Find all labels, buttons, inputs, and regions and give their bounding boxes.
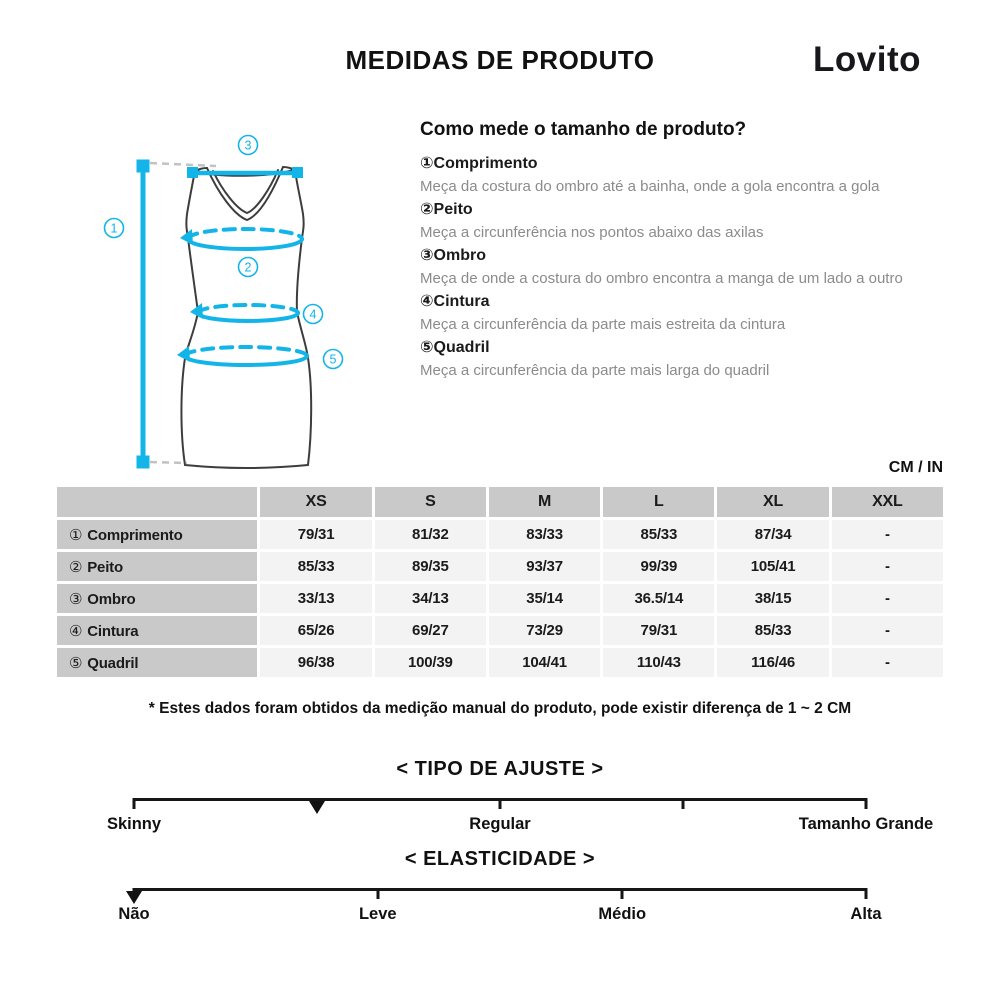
cell: 99/39: [603, 552, 714, 581]
cell: 34/13: [375, 584, 486, 613]
item-label: Quadril: [433, 339, 490, 356]
fit-type-title: < TIPO DE AJUSTE >: [396, 758, 604, 780]
size-table-container: [54, 484, 946, 680]
cell: 85/33: [260, 552, 371, 581]
col-header-xxl: XXL: [832, 487, 943, 517]
item-num: ④: [420, 293, 434, 310]
table-row-ombro: [57, 584, 943, 613]
cell: 104/41: [489, 648, 600, 677]
cell: 85/33: [603, 520, 714, 549]
cell: -: [832, 520, 943, 549]
cell: 81/32: [375, 520, 486, 549]
item-label: Ombro: [433, 247, 486, 264]
row-label-text: Cintura: [87, 622, 139, 640]
item-num: ⑤: [420, 339, 434, 356]
cell: 36.5/14: [603, 584, 714, 613]
table-row-peito: [57, 552, 943, 581]
elasticity-title: < ELASTICIDADE >: [404, 848, 596, 870]
cell: 35/14: [489, 584, 600, 613]
cell: -: [832, 648, 943, 677]
cell: 110/43: [603, 648, 714, 677]
item-desc: Meça a circunferência da parte mais larga do quadril: [420, 362, 770, 379]
unit-label: CM / IN: [888, 459, 943, 476]
col-header-l: L: [603, 487, 714, 517]
guide-item-peito: [420, 198, 912, 244]
guide-item-quadril: [420, 336, 912, 382]
tick-leve: [376, 888, 379, 899]
cell: -: [832, 552, 943, 581]
row-num: ④: [69, 622, 83, 640]
elasticity-marker-icon: [126, 891, 142, 904]
tick-medio: [621, 888, 624, 899]
row-num: ⑤: [69, 654, 83, 672]
measurement-disclaimer: * Estes dados foram obtidos da medição manual do produto, pode existir diferença de 1 ~ 2 CM: [148, 700, 852, 717]
label-skinny: Skinny: [106, 815, 162, 833]
item-desc: Meça de onde a costura do ombro encontra a manga de um lado a outro: [420, 270, 903, 287]
cell: 96/38: [260, 648, 371, 677]
col-header-s: S: [375, 487, 486, 517]
cell: -: [832, 616, 943, 645]
table-row-quadril: [57, 648, 943, 677]
measure-length-line: [137, 160, 150, 469]
cell: 33/13: [260, 584, 371, 613]
tick-middle: [499, 798, 502, 809]
cell: 87/34: [717, 520, 828, 549]
guide-item-cintura: [420, 290, 912, 336]
elasticity-slider: [118, 888, 882, 930]
label-medio: Médio: [598, 905, 647, 923]
row-label-text: Quadril: [87, 654, 139, 672]
label-regular: Regular: [469, 815, 531, 833]
fit-type-marker-icon: [309, 801, 325, 814]
cell: 83/33: [489, 520, 600, 549]
badge-2: 2: [244, 260, 252, 275]
item-label: Cintura: [433, 293, 490, 310]
label-nao: Não: [118, 905, 150, 923]
cell: 38/15: [717, 584, 828, 613]
col-header-xl: XL: [717, 487, 828, 517]
cell: 79/31: [603, 616, 714, 645]
row-num: ③: [69, 590, 83, 608]
cell: 89/35: [375, 552, 486, 581]
connector-dashes: [150, 163, 216, 463]
table-corner-cell: [57, 487, 257, 517]
cell: 116/46: [717, 648, 828, 677]
badge-5: 5: [329, 352, 337, 367]
tick-start: [133, 798, 136, 809]
dress-measurement-diagram: [90, 130, 360, 480]
cell: 105/41: [717, 552, 828, 581]
row-num: ②: [69, 558, 83, 576]
tick-end: [865, 888, 868, 899]
col-header-m: M: [489, 487, 600, 517]
cell: 73/29: [489, 616, 600, 645]
item-num: ③: [420, 247, 434, 264]
label-tamanho-grande: Tamanho Grande: [798, 815, 934, 833]
cell: 69/27: [375, 616, 486, 645]
page-title: MEDIDAS DE PRODUTO: [345, 45, 655, 75]
guide-item-ombro: [420, 244, 912, 290]
item-desc: Meça a circunferência nos pontos abaixo das axilas: [420, 224, 764, 241]
row-label-text: Ombro: [87, 590, 136, 608]
col-header-xs: XS: [260, 487, 371, 517]
guide-heading: Como mede o tamanho de produto?: [420, 119, 747, 140]
measure-hip-ellipse: [177, 346, 307, 365]
fit-type-slider: [106, 798, 934, 840]
cell: 100/39: [375, 648, 486, 677]
guide-item-comprimento: [420, 152, 912, 198]
cell: 93/37: [489, 552, 600, 581]
table-row-comprimento: [57, 520, 943, 549]
tick-three-quarter: [682, 798, 685, 809]
cell: -: [832, 584, 943, 613]
slider-track-line: [134, 888, 866, 891]
item-label: Comprimento: [433, 155, 538, 172]
row-label-text: Peito: [87, 558, 123, 576]
badge-4: 4: [309, 307, 317, 322]
table-header-row: [57, 487, 943, 517]
tick-end: [865, 798, 868, 809]
badge-3: 3: [244, 138, 252, 153]
item-desc: Meça da costura do ombro até a bainha, onde a gola encontra a gola: [420, 178, 880, 195]
item-desc: Meça a circunferência da parte mais estreita da cintura: [420, 316, 786, 333]
label-alta: Alta: [850, 905, 882, 923]
row-num: ①: [69, 526, 83, 544]
lovito-logo: Lovito: [813, 40, 921, 79]
label-leve: Leve: [358, 905, 397, 923]
item-num: ②: [420, 201, 434, 218]
cell: 65/26: [260, 616, 371, 645]
cell: 79/31: [260, 520, 371, 549]
badge-1: 1: [110, 221, 118, 236]
item-label: Peito: [433, 201, 473, 218]
measure-chest-ellipse: [180, 229, 302, 249]
item-num: ①: [420, 155, 434, 172]
cell: 85/33: [717, 616, 828, 645]
measurement-guide: [420, 118, 912, 382]
size-table: [54, 484, 946, 680]
row-label-text: Comprimento: [87, 526, 183, 544]
measure-waist-ellipse: [190, 303, 298, 321]
table-row-cintura: [57, 616, 943, 645]
